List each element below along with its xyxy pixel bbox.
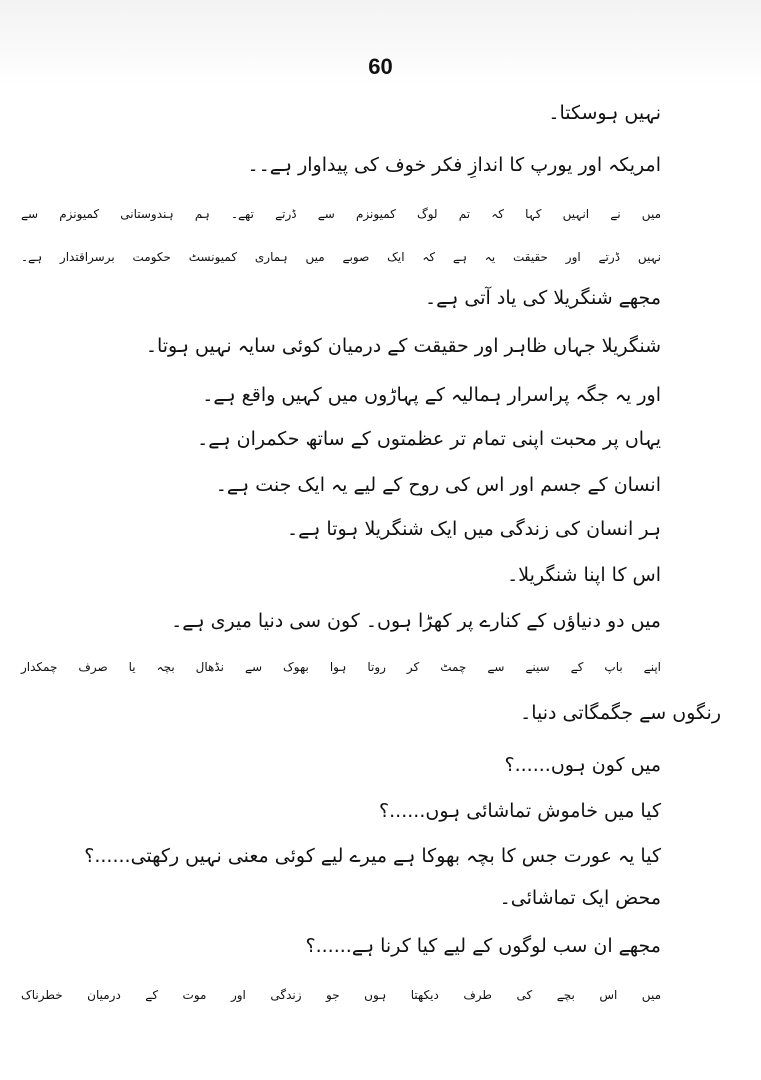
text-line: میں نے انہیں کہا کہ تم لوگ کمیونزم سے ڈرتے تھے۔ ہم ہندوستانی کمیونزم سے (21, 207, 661, 221)
text-line: نہیں ہوسکتا۔ (548, 102, 661, 124)
text-line: ہر انسان کی زندگی میں ایک شنگریلا ہوتا ہے۔ (286, 518, 661, 540)
text-line: میں اس بچے کی طرف دیکھتا ہوں جو زندگی اور موت کے درمیان خطرناک (21, 988, 661, 1002)
text-line: انسان کے جسم اور اس کی روح کے لیے یہ ایک جنت ہے۔ (215, 474, 661, 496)
text-line: شنگریلا جہاں ظاہر اور حقیقت کے درمیان کوئی سایہ نہیں ہوتا۔ (145, 335, 661, 357)
text-line: رنگوں سے جگمگاتی دنیا۔ (520, 702, 721, 724)
text-line: مجھے ان سب لوگوں کے لیے کیا کرنا ہے......؟ (305, 935, 661, 957)
text-line: کیا میں خاموش تماشائی ہوں......؟ (379, 800, 661, 822)
text-line: میں کون ہوں......؟ (504, 754, 661, 776)
text-line: محض ایک تماشائی۔ (499, 887, 661, 909)
text-line: مجھے شنگریلا کی یاد آتی ہے۔ (424, 287, 661, 309)
text-line: نہیں ڈرتے اور حقیقت یہ ہے کہ ایک صوبے میں ہماری کمیونسٹ حکومت برسراقتدار ہے۔ (21, 250, 661, 264)
text-line: اس کا اپنا شنگریلا۔ (507, 564, 661, 586)
text-line: یہاں پر محبت اپنی تمام تر عظمتوں کے ساتھ حکمران ہے۔ (197, 428, 661, 450)
text-line: اپنے باپ کے سینے سے چمٹ کر روتا ہوا بھوک سے نڈھال بچہ یا صرف چمکدار (21, 660, 661, 674)
text-line: میں دو دنیاؤں کے کنارے پر کھڑا ہوں۔ کون سی دنیا میری ہے۔ (171, 610, 661, 632)
page-number: 60 (368, 54, 393, 79)
text-line: اور یہ جگہ پراسرار ہمالیہ کے پہاڑوں میں کہیں واقع ہے۔ (202, 384, 661, 406)
text-line: امریکہ اور یورپ کا اندازِ فکر خوف کی پیداوار ہے۔۔ (247, 154, 661, 176)
text-line: کیا یہ عورت جس کا بچہ بھوکا ہے میرے لیے کوئی معنی نہیں رکھتی......؟ (84, 845, 661, 867)
